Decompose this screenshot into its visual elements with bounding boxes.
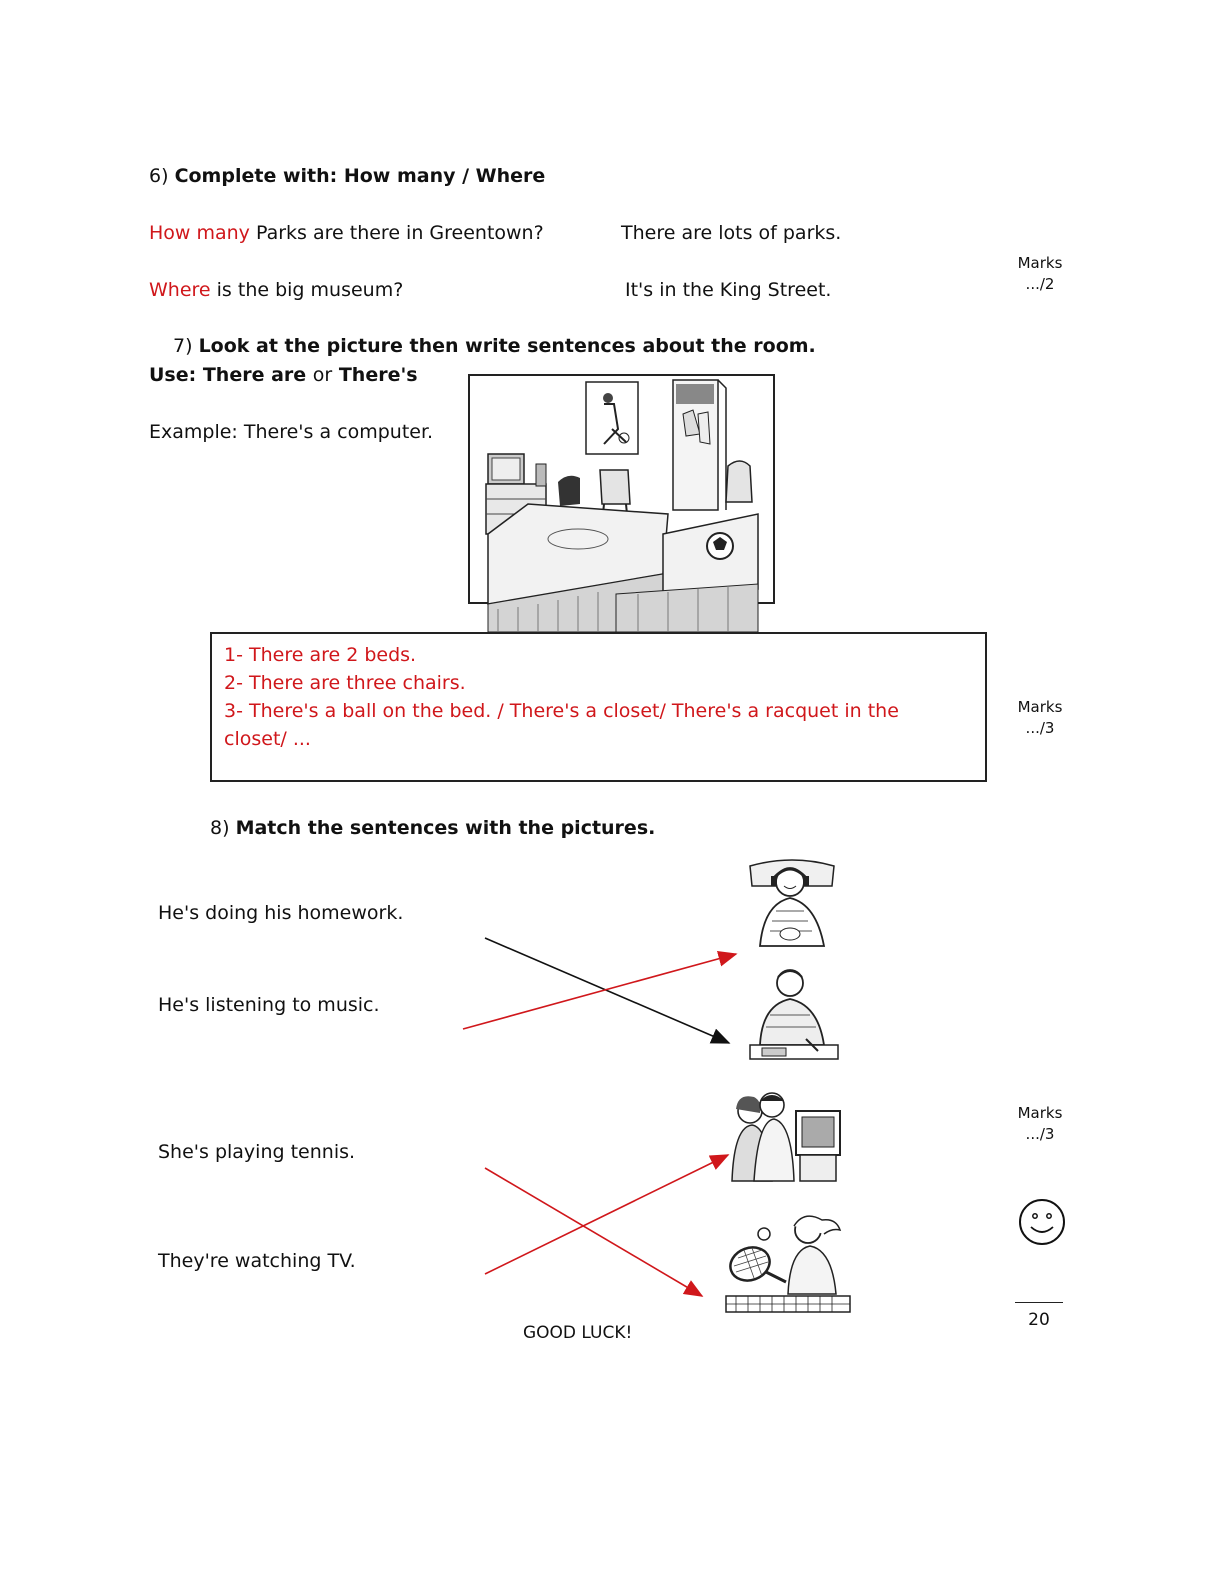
q6-marks-label: Marks xyxy=(1017,254,1063,272)
q6-row-1-reply: There are lots of parks. xyxy=(621,222,842,244)
q6-row-1-question: Parks are there in Greentown? xyxy=(249,222,544,244)
q8-number: 8) xyxy=(210,817,230,839)
smiley-face-icon xyxy=(1017,1197,1067,1247)
q7-instruction: Look at the picture then write sentences about the room. xyxy=(198,335,816,357)
q6-row-2-reply: It's in the King Street. xyxy=(625,279,832,301)
q6-marks-value: .../2 xyxy=(1025,275,1055,293)
picture-watching-tv xyxy=(728,1091,846,1185)
q7-use-suffix: There's xyxy=(332,364,418,386)
q7-answer-3: 3- There's a ball on the bed. / There's a closet/ There's a racquet in the xyxy=(224,700,899,722)
arrow-tennis xyxy=(485,1168,702,1296)
q6-number: 6) xyxy=(149,165,169,187)
q7-answer-2: 2- There are three chairs. xyxy=(224,672,466,694)
q8-marks xyxy=(1010,1103,1070,1145)
q8-sentence-1: He's doing his homework. xyxy=(158,902,404,924)
q6-row-1-answer: How many xyxy=(149,222,250,244)
arrow-tv xyxy=(485,1155,728,1274)
page-number-rule xyxy=(1015,1302,1063,1303)
q7-marks-label: Marks xyxy=(1017,698,1063,716)
q7-number: 7) xyxy=(173,335,193,357)
good-luck-text: GOOD LUCK! xyxy=(523,1323,633,1343)
q7-use-or: or xyxy=(312,364,333,386)
q7-answer-4: closet/ ... xyxy=(224,728,311,750)
q8-sentence-3: She's playing tennis. xyxy=(158,1141,356,1163)
picture-listening-music xyxy=(746,856,838,948)
q8-sentence-4: They're watching TV. xyxy=(158,1250,356,1272)
q6-row-2-answer: Where xyxy=(149,279,211,301)
arrow-music xyxy=(463,954,736,1029)
q8-marks-value: .../3 xyxy=(1025,1125,1055,1143)
q7-answer-1: 1- There are 2 beds. xyxy=(224,644,417,666)
q8-instruction: Match the sentences with the pictures. xyxy=(235,817,656,839)
q6-row-2-question: is the big museum? xyxy=(210,279,404,301)
q8-sentence-2: He's listening to music. xyxy=(158,994,380,1016)
arrow-homework xyxy=(485,938,729,1043)
q6-instruction: Complete with: How many / Where xyxy=(174,165,546,187)
q8-marks-label: Marks xyxy=(1017,1104,1063,1122)
picture-playing-tennis xyxy=(724,1206,852,1318)
q7-use-prefix: Use: There are xyxy=(149,364,313,386)
q7-marks-value: .../3 xyxy=(1025,719,1055,737)
page-number: 20 xyxy=(1028,1310,1050,1330)
q7-example: Example: There's a computer. xyxy=(149,421,434,443)
picture-doing-homework xyxy=(746,965,842,1063)
